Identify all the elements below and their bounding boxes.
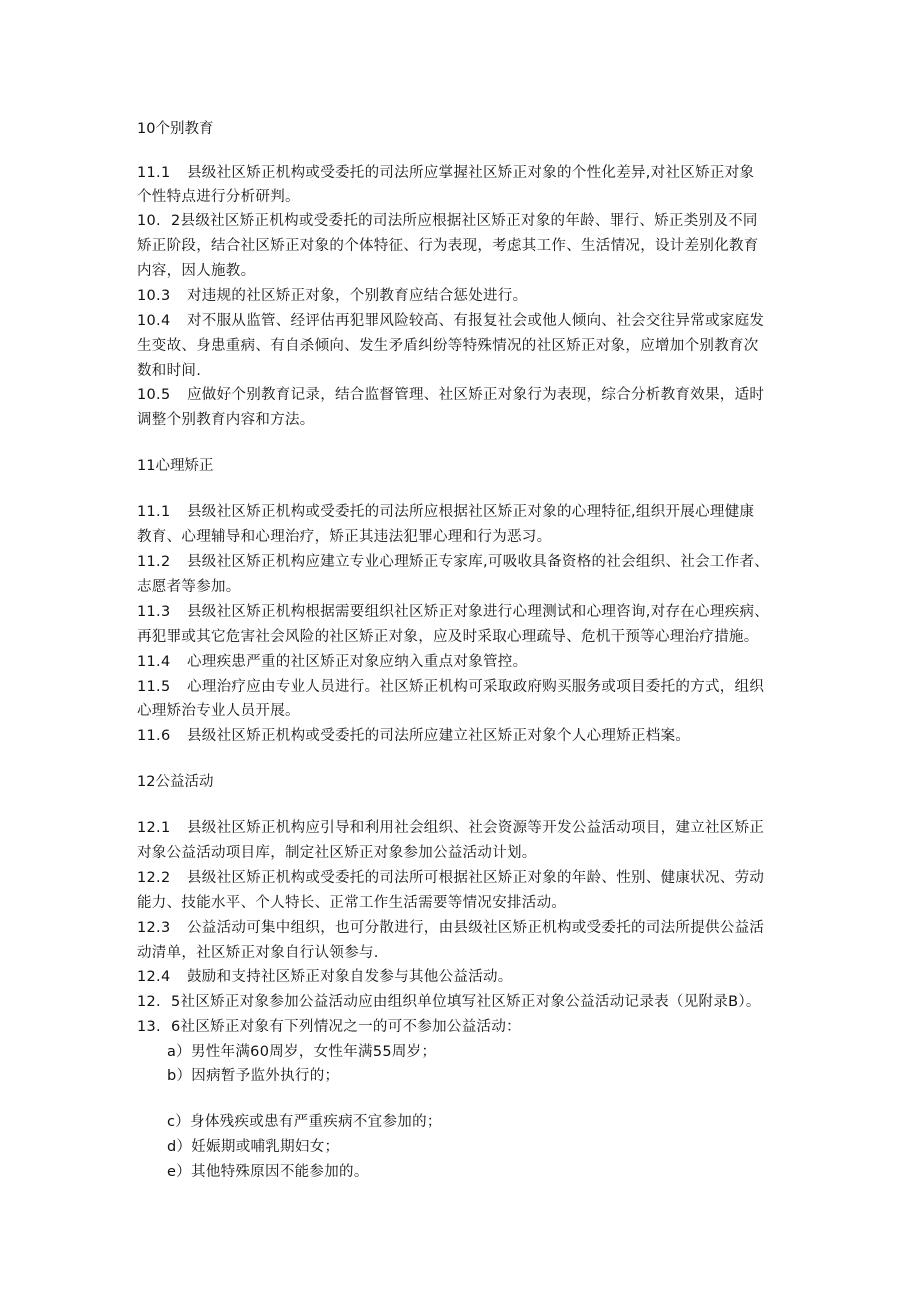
paragraph-line: 矫正阶段，结合社区矫正对象的个体特征、行为表现，考虑其工作、生活情况，设计差别化教育 (137, 238, 759, 254)
clause-number: 11.2 (137, 554, 171, 570)
paragraph-line: 个性特点进行分析研判。 (137, 189, 300, 205)
clause-number: 10.5 (137, 387, 171, 403)
clause-text: 5社区矫正对象参加公益活动应由组织单位填写社区矫正对象公益活动记录表（见附录B）。 (171, 994, 761, 1010)
clause-number: 11.6 (137, 728, 171, 744)
clause-text: 对违规的社区矫正对象，个别教育应结合惩处进行。 (187, 288, 528, 304)
paragraph-line (137, 1017, 521, 1037)
paragraph-line (137, 163, 754, 183)
paragraph-line (137, 652, 527, 672)
clause-number: 12.1 (137, 820, 171, 836)
clause-text: 心理治疗应由专业人员进行。社区矫正机构可采取政府购买服务或项目委托的方式，组织 (187, 679, 765, 695)
paragraph-line: 动清单，社区矫正对象自行认领参与. (137, 945, 379, 961)
paragraph-line (137, 726, 690, 746)
clause-number: 12. (137, 994, 161, 1010)
paragraph-line: 心理矫治专业人员开展。 (137, 703, 300, 719)
paragraph-line (137, 602, 769, 622)
clause-text: 应做好个别教育记录，结合监督管理、社区矫正对象行为表现，综合分析教育效果，适时 (187, 387, 765, 403)
list-item: a）男性年满60周岁，女性年满55周岁； (167, 1044, 437, 1060)
clause-number: 11.3 (137, 604, 171, 620)
paragraph-line (137, 552, 769, 572)
clause-number: 12.2 (137, 870, 171, 886)
clause-text: 公益活动可集中组织，也可分散进行，由县级社区矫正机构或受委托的司法所提供公益活 (187, 920, 765, 936)
paragraph-line (137, 211, 758, 231)
clause-number: 10.3 (137, 288, 171, 304)
clause-number: 10. (137, 213, 161, 229)
paragraph-line (137, 918, 764, 938)
clause-number: 12.4 (137, 969, 171, 985)
clause-number: 12.3 (137, 920, 171, 936)
clause-text: 县级社区矫正机构应建立专业心理矫正专家库,可吸收具备资格的社会组织、社会工作者、 (187, 554, 770, 570)
list-item: e）其他特殊原因不能参加的。 (167, 1164, 369, 1180)
clause-text: 县级社区矫正机构或受委托的司法所应建立社区矫正对象个人心理矫正档案。 (187, 728, 691, 744)
clause-number: 11.5 (137, 679, 171, 695)
paragraph-line: 再犯罪或其它危害社会风险的社区矫正对象，应及时采取心理疏导、危机干预等心理治疗措施。 (137, 629, 759, 645)
paragraph-line (137, 502, 754, 522)
paragraph-line (137, 818, 764, 838)
paragraph-line (137, 967, 513, 987)
clause-number: 13. (137, 1019, 161, 1035)
clause-number: 11.4 (137, 654, 171, 670)
paragraph-line: 对象公益活动项目库，制定社区矫正对象参加公益活动计划。 (137, 845, 537, 861)
paragraph-line: 数和时间. (137, 363, 202, 379)
paragraph-line (137, 677, 764, 697)
clause-text: 县级社区矫正机构应引导和利用社会组织、社会资源等开发公益活动项目，建立社区矫正 (187, 820, 765, 836)
paragraph-line (137, 385, 764, 405)
paragraph-line: 志愿者等参加。 (137, 579, 241, 595)
paragraph-line: 能力、技能水平、个人特长、正常工作生活需要等情况安排活动。 (137, 895, 567, 911)
paragraph-line (137, 868, 764, 888)
clause-text: 县级社区矫正机构或受委托的司法所可根据社区矫正对象的年龄、性别、健康状况、劳动 (187, 870, 765, 886)
clause-text: 对不服从监管、经评估再犯罪风险较高、有报复社会或他人倾向、社会交往异常或家庭发 (187, 313, 765, 329)
clause-text: 县级社区矫正机构根据需要组织社区矫正对象进行心理测试和心理咨询,对存在心理疾病、 (187, 604, 770, 620)
paragraph-line: 调整个别教育内容和方法。 (137, 412, 315, 428)
paragraph-line (137, 286, 527, 306)
clause-text: 2县级社区矫正机构或受委托的司法所应根据社区矫正对象的年龄、罪行、矫正类别及不同 (171, 213, 758, 229)
section-heading: 11心理矫正 (137, 458, 214, 474)
clause-text: 心理疾患严重的社区矫正对象应纳入重点对象管控。 (187, 654, 528, 670)
list-item: c）身体残疾或患有严重疾病不宜参加的； (167, 1114, 442, 1130)
list-item: b）因病暂予监外执行的； (167, 1068, 340, 1084)
paragraph-line (137, 311, 764, 331)
clause-text: 鼓励和支持社区矫正对象自发参与其他公益活动。 (187, 969, 513, 985)
clause-number: 11.1 (137, 165, 171, 181)
clause-number: 10.4 (137, 313, 171, 329)
list-item: d）妊娠期或哺乳期妇女； (167, 1139, 340, 1155)
clause-text: 县级社区矫正机构或受委托的司法所应掌握社区矫正对象的个性化差异,对社区矫正对象 (187, 165, 755, 181)
clause-number: 11.1 (137, 504, 171, 520)
section-heading: 12公益活动 (137, 774, 214, 790)
paragraph-line (137, 992, 761, 1012)
clause-text: 6社区矫正对象有下列情况之一的可不参加公益活动： (171, 1019, 521, 1035)
paragraph-line: 教育、心理辅导和心理治疗，矫正其违法犯罪心理和行为恶习。 (137, 529, 552, 545)
clause-text: 县级社区矫正机构或受委托的司法所应根据社区矫正对象的心理特征,组织开展心理健康 (187, 504, 755, 520)
section-heading: 10个别教育 (137, 121, 214, 137)
paragraph-line: 内容，因人施教。 (137, 263, 256, 279)
paragraph-line: 生变故、身患重病、有自杀倾向、发生矛盾纠纷等特殊情况的社区矫正对象，应增加个别教育次 (137, 338, 759, 354)
